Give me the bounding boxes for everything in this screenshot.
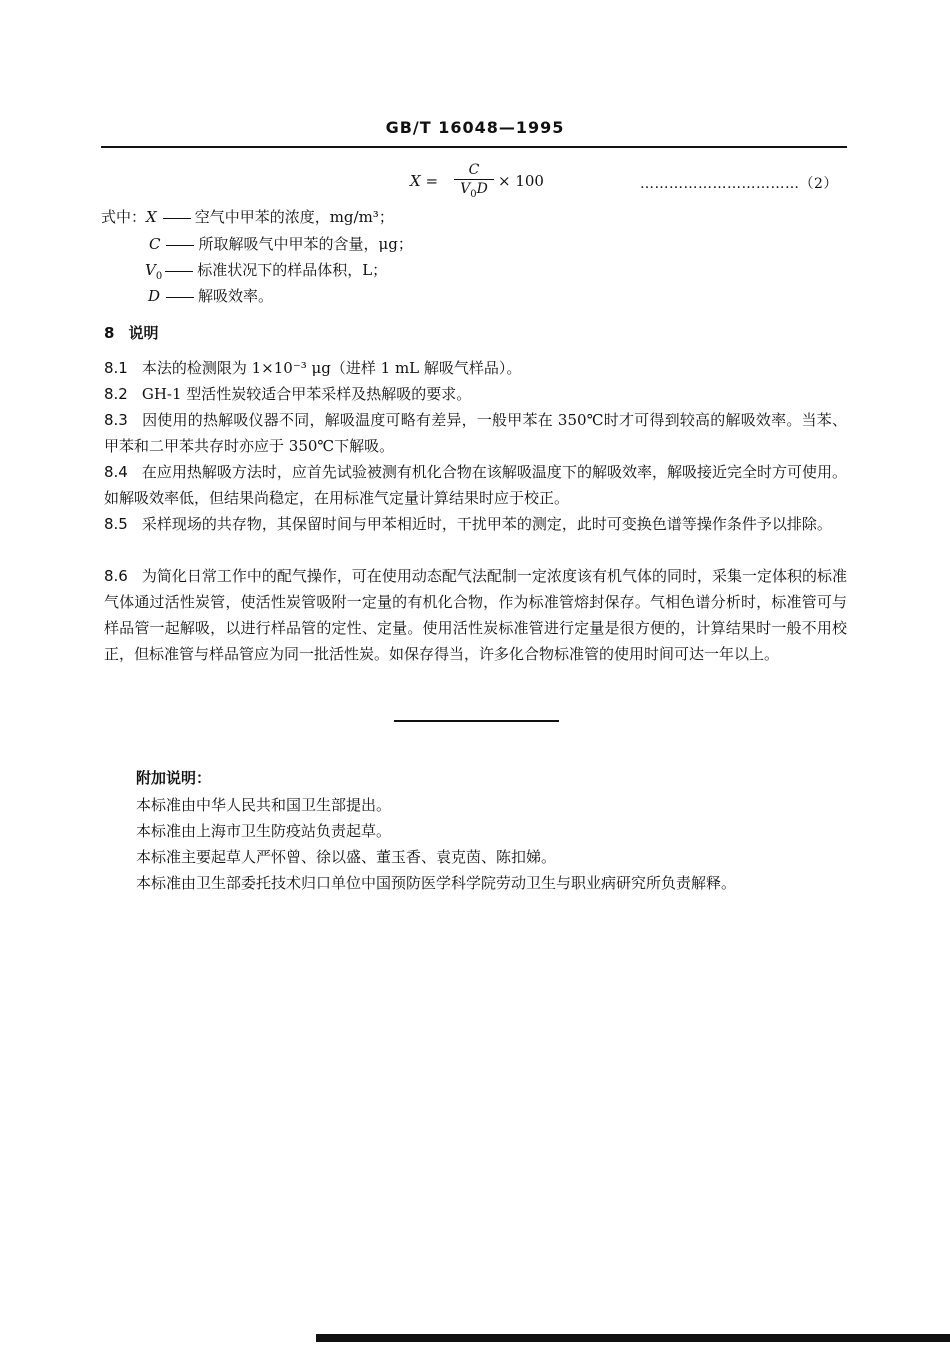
paragraph-8-4 [104, 459, 847, 511]
paragraph-8-6 [104, 563, 847, 667]
where-text: 解吸效率。 [198, 287, 274, 305]
formula-lhs: X = [410, 172, 439, 190]
clause-number: 8.2 [104, 385, 128, 403]
formula-fraction [454, 162, 494, 203]
where-text: 所取解吸气中甲苯的含量，μg； [198, 235, 413, 253]
additional-note-line: 本标准由卫生部委托技术归口单位中国预防医学科学院劳动卫生与职业病研究所负责解释。 [136, 874, 737, 892]
equation-number: ……………………………（2） [640, 176, 838, 192]
clause-text: 因使用的热解吸仪器不同，解吸温度可略有差异，一般甲苯在 350℃时才可得到较高的解吸效率。当苯、甲苯和二甲苯共存时亦应于 350℃下解吸。 [104, 411, 847, 455]
clause-text: GH-1 型活性炭较适合甲苯采样及热解吸的要求。 [141, 385, 472, 403]
clause-number: 8.3 [104, 411, 128, 429]
where-dash [165, 271, 193, 272]
where-symbol: C [149, 235, 161, 253]
end-of-text-rule [394, 720, 559, 722]
clause-text: 采样现场的共存物，其保留时间与甲苯相近时，干扰甲苯的测定，此时可变换色谱等操作条件予以排除。 [141, 515, 832, 533]
where-symbol: D [148, 287, 161, 305]
where-line [101, 206, 394, 227]
section-title: 说明 [128, 324, 159, 342]
where-text: 空气中甲苯的浓度，mg/m³； [194, 208, 394, 226]
additional-note-line: 本标准主要起草人严怀曾、徐以盛、董玉香、袁克茵、陈扣娣。 [136, 848, 557, 866]
where-dash [166, 297, 194, 298]
where-symbol: X [146, 208, 157, 226]
formula-denominator [454, 181, 494, 203]
where-line [148, 285, 273, 306]
section-number: 8 [104, 324, 115, 342]
clause-number: 8.1 [104, 359, 128, 377]
additional-notes-title: 附加说明： [136, 769, 212, 787]
scan-edge-bar [316, 1334, 950, 1342]
formula-numerator: C [468, 162, 480, 178]
additional-note-line: 本标准由上海市卫生防疫站负责起草。 [136, 822, 392, 840]
where-text: 标准状况下的样品体积，L； [197, 261, 388, 279]
header-rule [101, 146, 847, 148]
section-heading [104, 322, 158, 343]
where-line [149, 233, 413, 254]
paragraph-8-5 [104, 511, 847, 537]
formula-rhs: × 100 [498, 172, 544, 190]
where-symbol-sub: 0 [155, 271, 163, 282]
clause-number: 8.5 [104, 515, 128, 533]
where-line [145, 259, 387, 282]
denominator-tail: D [476, 181, 488, 197]
paragraph-8-2 [104, 381, 847, 407]
additional-note-line: 本标准由中华人民共和国卫生部提出。 [136, 796, 392, 814]
where-dash [163, 218, 191, 219]
where-lead: 式中： [101, 208, 147, 226]
denominator-sub: 0 [470, 188, 477, 200]
clause-number: 8.6 [104, 567, 128, 585]
paragraph-8-3 [104, 407, 847, 459]
standard-number-header: GB/T 16048—1995 [385, 118, 565, 137]
clause-text: 本法的检测限为 1×10⁻³ μg（进样 1 mL 解吸气样品）。 [141, 359, 522, 377]
clause-number: 8.4 [104, 463, 128, 481]
clause-text: 在应用热解吸方法时，应首先试验被测有机化合物在该解吸温度下的解吸效率，解吸接近完全时方可使用。如解吸效率低，但结果尚稳定，在用标准气定量计算结果时应于校正。 [104, 463, 847, 507]
paragraph-8-1 [104, 355, 847, 381]
where-dash [166, 245, 194, 246]
denominator-main: V [460, 181, 471, 197]
clause-text: 为简化日常工作中的配气操作，可在使用动态配气法配制一定浓度该有机气体的同时，采集一定体积的标准气体通过活性炭管，使活性炭管吸附一定量的有机化合物，作为标准管熔封保存。气相色谱分析时，标准管可与样品管一起解吸，以进行样品管的定性、定量。使用活性炭标准管进行定量是很方便的，计算结果时一般不用校正，但标准管与样品管应为同一批活性炭。如保存得当，许多化合物标准管的使用时间可达一年以上。 [104, 567, 847, 663]
fraction-bar [454, 179, 494, 180]
where-symbol: V [145, 261, 156, 279]
